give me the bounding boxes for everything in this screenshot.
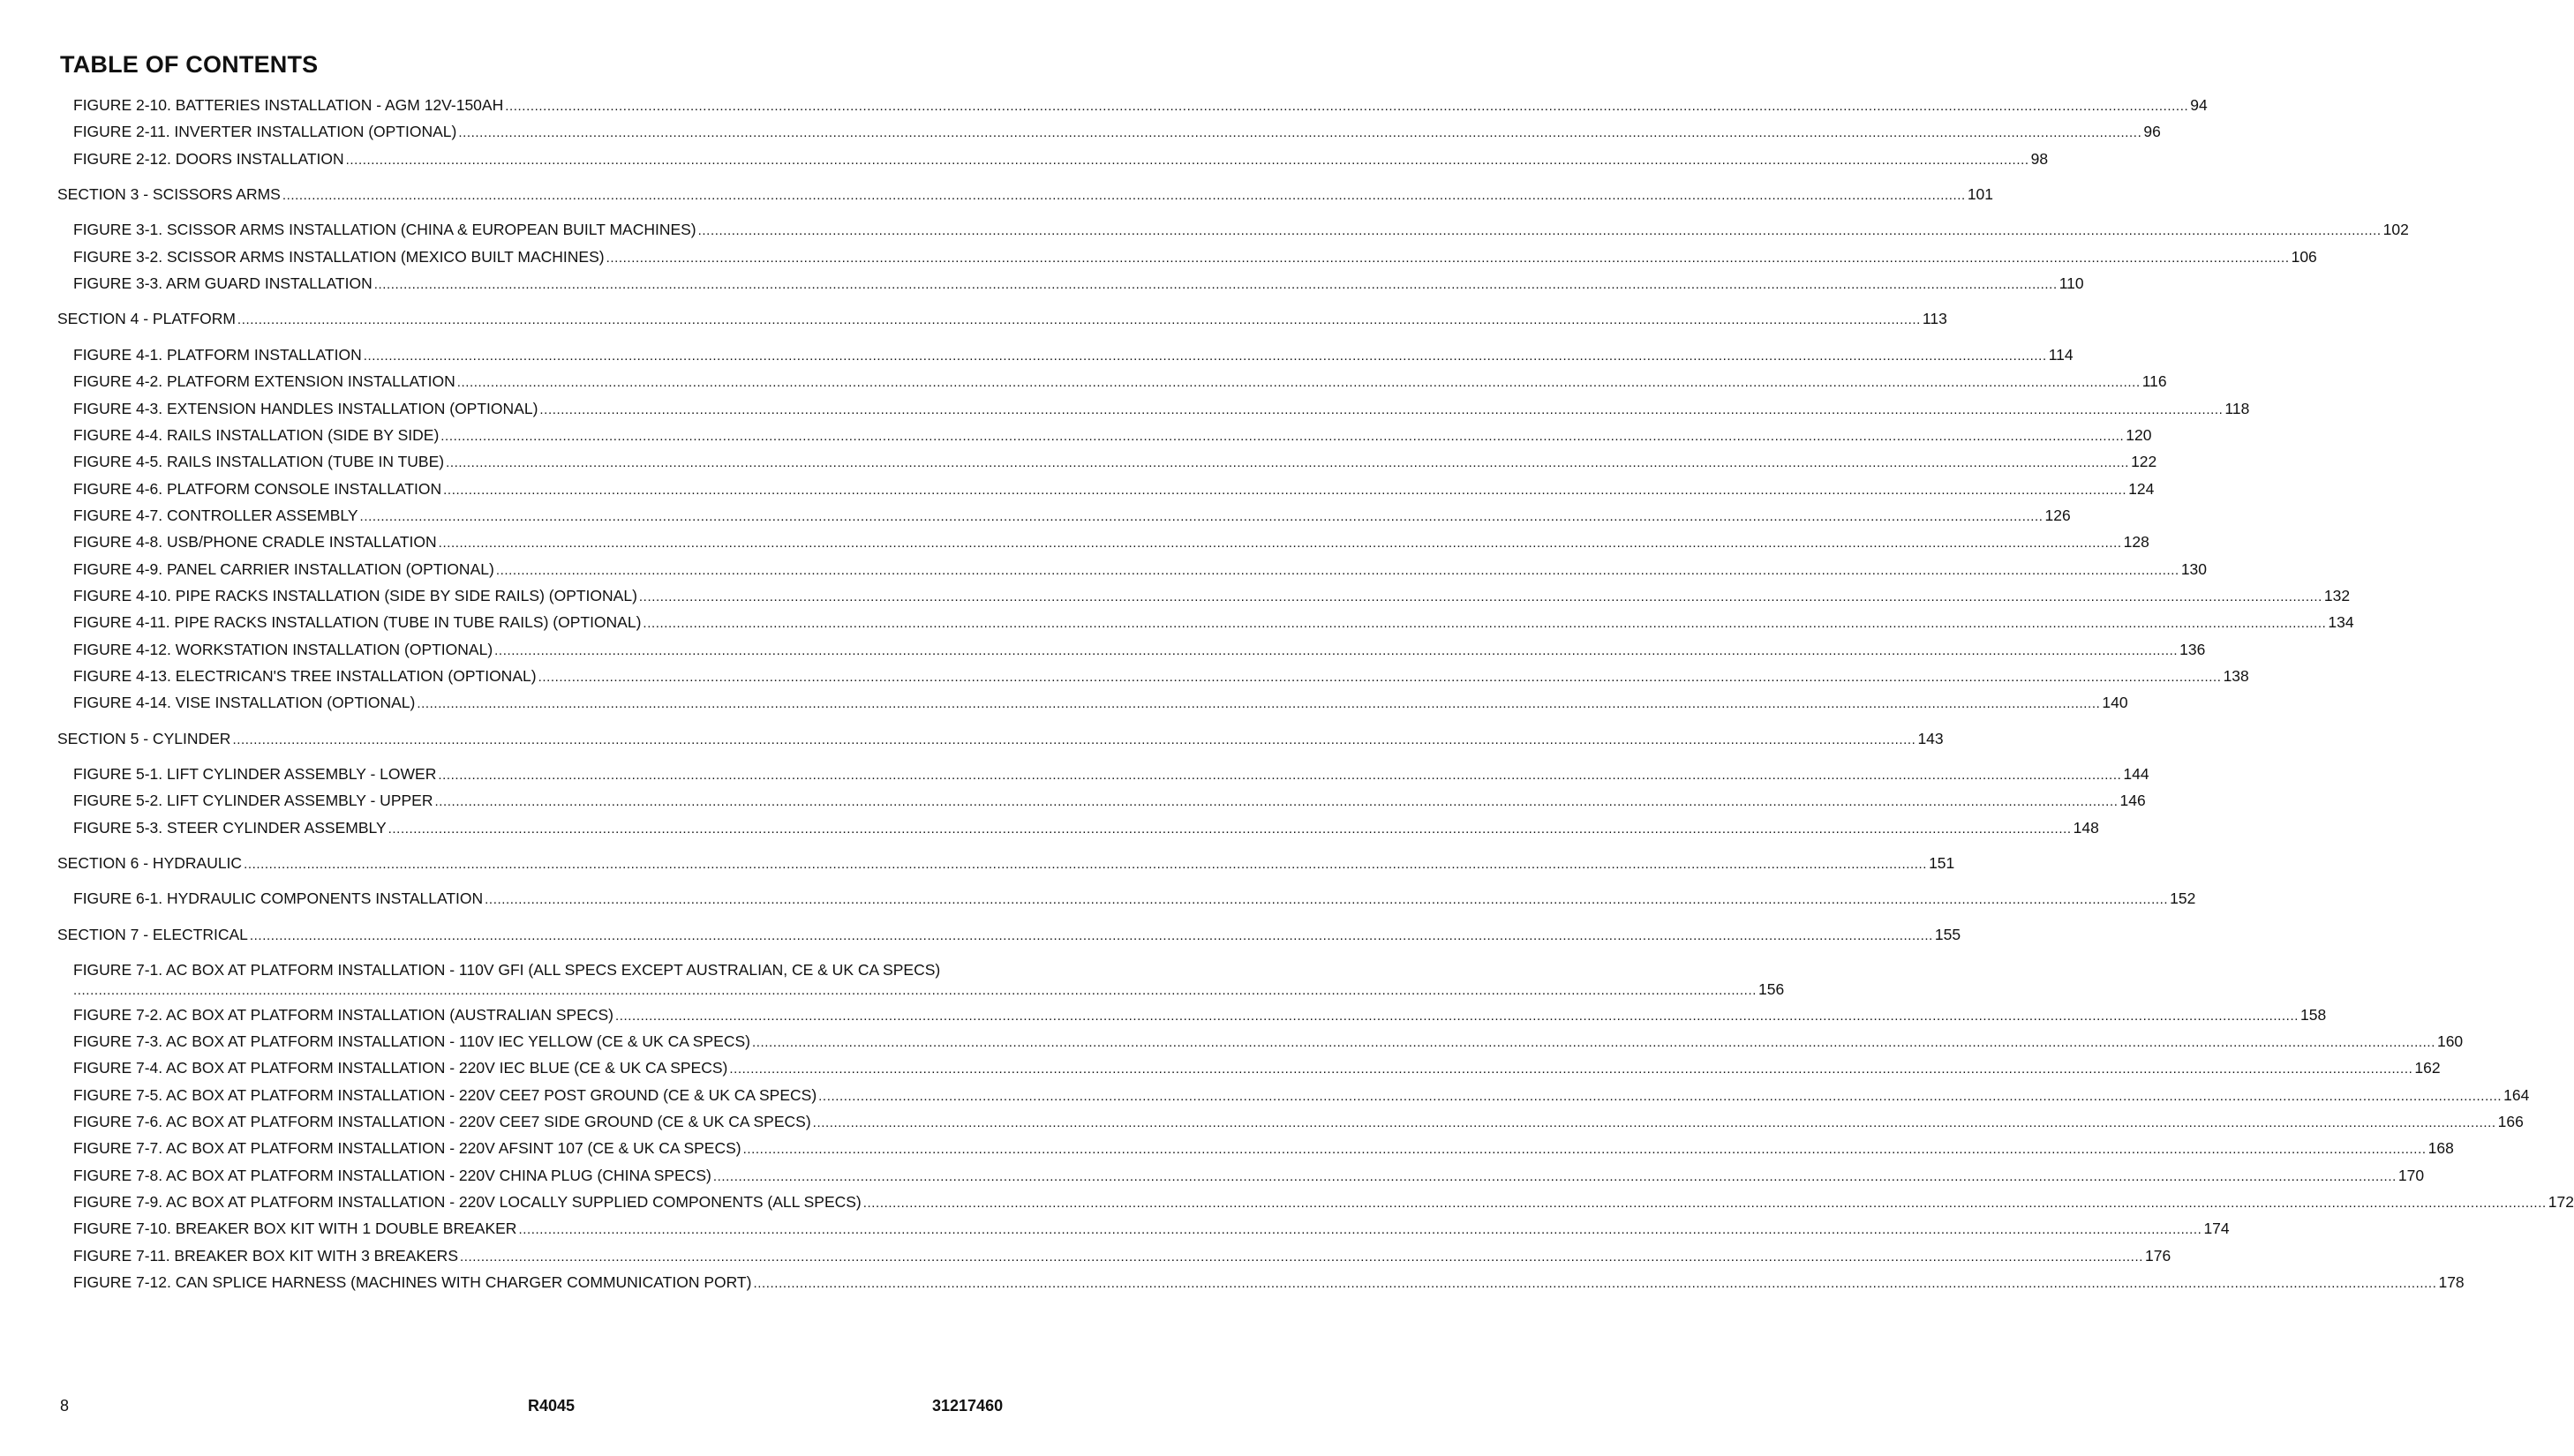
toc-page-number: 118	[2224, 399, 2250, 417]
footer-page-number: 8	[60, 1397, 70, 1415]
toc-page-number: 143	[1917, 729, 1944, 747]
toc-entry-title: FIGURE 7-4. AC BOX AT PLATFORM INSTALLATION - 220V IEC BLUE (CE & UK CA SPECS)	[73, 1059, 728, 1077]
toc-entry-title: FIGURE 7-12. CAN SPLICE HARNESS (MACHINES WITH CHARGER COMMUNICATION PORT)	[73, 1273, 752, 1291]
toc-figure-entry[interactable]	[73, 559, 2208, 581]
toc-figure-entry[interactable]	[73, 274, 2084, 295]
dot-leader: ................................................................................................................................................................................................................................................................................................................................................................................................................	[388, 821, 2072, 837]
dot-leader: ................................................................................................................................................................................................................................................................................................................................................................................................................	[363, 348, 2047, 364]
dot-leader: ................................................................................................................................................................................................................................................................................................................................................................................................................	[505, 99, 2189, 114]
toc-page-number: 136	[2179, 640, 2206, 658]
toc-page-number: 98	[2030, 149, 2049, 168]
dot-leader: ................................................................................................................................................................................................................................................................................................................................................................................................................	[443, 482, 2127, 498]
toc-entry-title: SECTION 3 - SCISSORS ARMS	[57, 185, 281, 204]
dot-leader: ................................................................................................................................................................................................................................................................................................................................................................................................................	[282, 188, 1966, 204]
toc-page-number: 124	[2128, 479, 2155, 498]
toc-page-number: 176	[2145, 1246, 2171, 1265]
dot-leader: ................................................................................................................................................................................................................................................................................................................................................................................................................	[812, 1115, 2496, 1130]
toc-entry-title: SECTION 6 - HYDRAULIC	[57, 854, 243, 873]
toc-entry-title: FIGURE 3-2. SCISSOR ARMS INSTALLATION (MEXICO BUILT MACHINES)	[73, 247, 605, 266]
toc-figure-entry[interactable]	[73, 247, 2317, 268]
toc-figure-entry[interactable]	[73, 452, 2157, 473]
toc-page-number: 113	[1922, 310, 1947, 328]
toc-figure-entry[interactable]	[73, 1219, 2230, 1240]
dot-leader: ................................................................................................................................................................................................................................................................................................................................................................................................................	[818, 1088, 2502, 1104]
toc-figure-entry[interactable]	[73, 399, 2250, 420]
toc-page-number: 168	[2427, 1139, 2454, 1158]
toc-page-number: 130	[2180, 559, 2208, 578]
toc-figure-entry[interactable]	[73, 1058, 2441, 1079]
toc-page-number: 101	[1967, 185, 1994, 204]
toc-page-number: 144	[2123, 765, 2149, 784]
dot-leader: ................................................................................................................................................................................................................................................................................................................................................................................................................	[460, 1249, 2143, 1265]
toc-figure-entry[interactable]	[73, 95, 2208, 116]
toc-page-number: 126	[2044, 506, 2071, 524]
toc-figure-entry[interactable]	[73, 1246, 2171, 1267]
toc-entry-title: FIGURE 4-2. PLATFORM EXTENSION INSTALLATION	[73, 372, 455, 391]
dot-leader: ................................................................................................................................................................................................................................................................................................................................................................................................................	[244, 857, 1928, 873]
toc-entry-title: FIGURE 2-11. INVERTER INSTALLATION (OPTIONAL)	[73, 123, 457, 141]
toc-page-number: 160	[2436, 1032, 2464, 1050]
toc-page-number: 122	[2131, 453, 2157, 471]
dot-leader: ................................................................................................................................................................................................................................................................................................................................................................................................................	[862, 1195, 2547, 1211]
toc-page-number: 96	[2143, 123, 2161, 141]
toc-page-number: 128	[2123, 533, 2149, 552]
toc-figure-entry[interactable]	[73, 479, 2155, 500]
toc-entry-title: FIGURE 4-7. CONTROLLER ASSEMBLY	[73, 506, 358, 524]
toc-entry-title: SECTION 5 - CYLINDER	[57, 729, 231, 747]
toc-entry-title: FIGURE 5-3. STEER CYLINDER ASSEMBLY	[73, 818, 387, 837]
toc-section-entry[interactable]	[57, 309, 1947, 330]
toc-entry-title: FIGURE 3-1. SCISSOR ARMS INSTALLATION (CHINA & EUROPEAN BUILT MACHINES)	[73, 221, 696, 239]
toc-page-number: 94	[2190, 96, 2208, 114]
toc-section-entry[interactable]	[57, 853, 1955, 874]
toc-section-entry[interactable]	[57, 184, 1994, 206]
toc-figure-entry[interactable]	[73, 818, 2099, 839]
toc-entry-title: FIGURE 4-3. EXTENSION HANDLES INSTALLATION (OPTIONAL)	[73, 399, 538, 417]
dot-leader: ................................................................................................................................................................................................................................................................................................................................................................................................................	[249, 927, 1933, 943]
toc-page-number: 120	[2126, 425, 2152, 444]
toc-figure-entry[interactable]	[73, 640, 2206, 661]
toc-page-number: 140	[2102, 694, 2128, 712]
dot-leader: ................................................................................................................................................................................................................................................................................................................................................................................................................	[456, 375, 2141, 391]
toc-entry-title: FIGURE 4-1. PLATFORM INSTALLATION	[73, 345, 362, 364]
dot-leader: ................................................................................................................................................................................................................................................................................................................................................................................................................	[485, 892, 2169, 908]
dot-leader: ................................................................................................................................................................................................................................................................................................................................................................................................................	[73, 983, 1757, 999]
toc-entry-title: FIGURE 7-10. BREAKER BOX KIT WITH 1 DOUBLE BREAKER	[73, 1220, 517, 1238]
toc-figure-entry[interactable]	[73, 1112, 2524, 1133]
toc-page-number: 114	[2048, 345, 2074, 364]
toc-entry-title: FIGURE 4-9. PANEL CARRIER INSTALLATION (OPTIONAL)	[73, 559, 494, 578]
toc-page-number: 134	[2328, 613, 2354, 632]
toc-page-number: 132	[2323, 586, 2351, 604]
toc-entry-title: SECTION 7 - ELECTRICAL	[57, 925, 248, 943]
toc-figure-entry[interactable]	[73, 1192, 2574, 1213]
toc-page-number: 148	[2073, 818, 2099, 837]
dot-leader: ................................................................................................................................................................................................................................................................................................................................................................................................................	[729, 1062, 2413, 1077]
dot-leader: ................................................................................................................................................................................................................................................................................................................................................................................................................	[539, 402, 2224, 417]
toc-entry-title: FIGURE 7-5. AC BOX AT PLATFORM INSTALLATION - 220V CEE7 POST GROUND (CE & UK CA SPECS)	[73, 1085, 817, 1104]
toc-figure-entry[interactable]	[73, 791, 2146, 812]
toc-entry-title: FIGURE 4-8. USB/PHONE CRADLE INSTALLATION	[73, 533, 437, 552]
dot-leader: ................................................................................................................................................................................................................................................................................................................................................................................................................	[518, 1222, 2202, 1238]
toc-figure-entry[interactable]	[73, 425, 2152, 447]
toc-entry-title: FIGURE 4-12. WORKSTATION INSTALLATION (OPTIONAL)	[73, 640, 493, 658]
toc-figure-entry[interactable]	[73, 506, 2071, 527]
toc-figure-entry[interactable]	[73, 532, 2149, 553]
dot-leader: ................................................................................................................................................................................................................................................................................................................................................................................................................	[434, 794, 2119, 810]
toc-entry-title: FIGURE 7-9. AC BOX AT PLATFORM INSTALLATION - 220V LOCALLY SUPPLIED COMPONENTS (ALL SPECS)	[73, 1192, 862, 1211]
dot-leader: ................................................................................................................................................................................................................................................................................................................................................................................................................	[232, 732, 1916, 747]
toc-figure-entry[interactable]	[73, 1032, 2464, 1053]
toc-page-number: 152	[2170, 889, 2196, 908]
dot-leader: ................................................................................................................................................................................................................................................................................................................................................................................................................	[345, 152, 2029, 168]
toc-page-number: 116	[2141, 372, 2167, 391]
toc-page-number: 174	[2203, 1220, 2230, 1238]
toc-figure-entry[interactable]	[73, 612, 2354, 634]
toc-entry-title: FIGURE 4-10. PIPE RACKS INSTALLATION (SIDE BY SIDE RAILS) (OPTIONAL)	[73, 586, 637, 604]
dot-leader: ................................................................................................................................................................................................................................................................................................................................................................................................................	[606, 250, 2290, 266]
toc-entry-title: FIGURE 7-2. AC BOX AT PLATFORM INSTALLATION (AUSTRALIAN SPECS)	[73, 1005, 613, 1024]
toc-page-number: 106	[2291, 247, 2317, 266]
dot-leader: ................................................................................................................................................................................................................................................................................................................................................................................................................	[638, 589, 2322, 604]
toc-figure-entry[interactable]	[73, 1138, 2454, 1160]
toc-entry-title: FIGURE 6-1. HYDRAULIC COMPONENTS INSTALLATION	[73, 889, 484, 908]
toc-entry-title: FIGURE 4-6. PLATFORM CONSOLE INSTALLATION	[73, 479, 442, 498]
toc-page-number: 162	[2414, 1059, 2441, 1077]
toc-figure-entry[interactable]	[73, 764, 2149, 785]
toc-figure-entry[interactable]	[73, 1005, 2327, 1026]
dot-leader: ................................................................................................................................................................................................................................................................................................................................................................................................................	[417, 696, 2101, 712]
toc-page-number: 155	[1934, 925, 1961, 943]
page-title: TABLE OF CONTENTS	[60, 51, 319, 78]
dot-leader: ................................................................................................................................................................................................................................................................................................................................................................................................................	[751, 1034, 2435, 1050]
toc-figure-entry[interactable]	[73, 1272, 2465, 1294]
toc-figure-entry[interactable]	[73, 1085, 2530, 1107]
toc-entry-title: FIGURE 7-3. AC BOX AT PLATFORM INSTALLATION - 110V IEC YELLOW (CE & UK CA SPECS)	[73, 1032, 750, 1050]
toc-page-number: 110	[2058, 274, 2084, 293]
toc-figure-entry[interactable]	[73, 693, 2128, 714]
toc-entry-title: FIGURE 5-1. LIFT CYLINDER ASSEMBLY - LOWER	[73, 765, 437, 784]
dot-leader: ................................................................................................................................................................................................................................................................................................................................................................................................................	[753, 1276, 2437, 1291]
toc-page-number: 164	[2503, 1085, 2530, 1104]
dot-leader: ................................................................................................................................................................................................................................................................................................................................................................................................................	[458, 125, 2142, 141]
toc-page-number: 151	[1929, 854, 1955, 873]
toc-page-number: 178	[2438, 1273, 2465, 1291]
toc-entry-title: SECTION 4 - PLATFORM	[57, 310, 236, 328]
toc-entry-title: FIGURE 4-14. VISE INSTALLATION (OPTIONAL)	[73, 694, 416, 712]
toc-figure-entry[interactable]	[73, 220, 2409, 241]
dot-leader: ................................................................................................................................................................................................................................................................................................................................................................................................................	[237, 312, 1921, 328]
toc-entry-title: FIGURE 4-13. ELECTRICAN'S TREE INSTALLATION (OPTIONAL)	[73, 667, 537, 685]
toc-entry-title: FIGURE 5-2. LIFT CYLINDER ASSEMBLY - UPPER	[73, 792, 433, 810]
toc-page-number: 172	[2548, 1192, 2574, 1211]
dot-leader: ................................................................................................................................................................................................................................................................................................................................................................................................................	[495, 562, 2179, 578]
dot-leader: ................................................................................................................................................................................................................................................................................................................................................................................................................	[446, 455, 2130, 471]
dot-leader: ................................................................................................................................................................................................................................................................................................................................................................................................................	[643, 616, 2327, 632]
toc-figure-entry[interactable]	[73, 372, 2167, 393]
dot-leader: ................................................................................................................................................................................................................................................................................................................................................................................................................	[712, 1168, 2397, 1184]
toc-figure-entry[interactable]	[73, 586, 2351, 607]
toc-figure-entry[interactable]	[73, 889, 2196, 910]
toc-page-number: 166	[2497, 1112, 2524, 1130]
toc-page-number: 156	[1758, 980, 1785, 999]
toc-section-entry[interactable]	[57, 729, 1944, 750]
toc-section-entry[interactable]	[57, 925, 1961, 946]
toc-figure-entry[interactable]	[73, 345, 2074, 366]
dot-leader: ................................................................................................................................................................................................................................................................................................................................................................................................................	[438, 768, 2122, 784]
toc-figure-entry[interactable]	[73, 960, 1785, 1001]
toc-entry-title: FIGURE 4-4. RAILS INSTALLATION (SIDE BY SIDE)	[73, 425, 440, 444]
toc-entry-title: FIGURE 7-6. AC BOX AT PLATFORM INSTALLATION - 220V CEE7 SIDE GROUND (CE & UK CA SPECS)	[73, 1112, 811, 1130]
dot-leader: ................................................................................................................................................................................................................................................................................................................................................................................................................	[359, 508, 2043, 524]
dot-leader: ................................................................................................................................................................................................................................................................................................................................................................................................................	[538, 670, 2222, 685]
toc-figure-entry[interactable]	[73, 122, 2161, 143]
dot-leader: ................................................................................................................................................................................................................................................................................................................................................................................................................	[494, 642, 2179, 658]
footer-document-number: 31217460	[932, 1397, 1004, 1415]
dot-leader: ................................................................................................................................................................................................................................................................................................................................................................................................................	[440, 428, 2125, 444]
toc-figure-entry[interactable]	[73, 1166, 2425, 1187]
toc-figure-entry[interactable]	[73, 149, 2049, 170]
dot-leader: ................................................................................................................................................................................................................................................................................................................................................................................................................	[614, 1008, 2299, 1024]
toc-entry-title: FIGURE 2-12. DOORS INSTALLATION	[73, 149, 344, 168]
dot-leader: ................................................................................................................................................................................................................................................................................................................................................................................................................	[697, 223, 2382, 239]
toc-entry-title: FIGURE 3-3. ARM GUARD INSTALLATION	[73, 274, 373, 293]
toc-entry-title: FIGURE 4-5. RAILS INSTALLATION (TUBE IN TUBE)	[73, 453, 445, 471]
toc-page-number: 158	[2299, 1005, 2327, 1024]
toc-entry-title: FIGURE 2-10. BATTERIES INSTALLATION - AGM 12V-150AH	[73, 96, 504, 114]
toc-page-number: 138	[2223, 667, 2249, 685]
footer-model: R4045	[528, 1397, 576, 1415]
toc-page-number: 170	[2397, 1166, 2425, 1184]
toc-entry-title: FIGURE 7-8. AC BOX AT PLATFORM INSTALLATION - 220V CHINA PLUG (CHINA SPECS)	[73, 1166, 711, 1184]
toc-entry-title: FIGURE 7-11. BREAKER BOX KIT WITH 3 BREAKERS	[73, 1246, 458, 1265]
toc-figure-entry[interactable]	[73, 666, 2249, 687]
dot-leader: ................................................................................................................................................................................................................................................................................................................................................................................................................	[373, 277, 2058, 293]
toc-entry-title: FIGURE 7-7. AC BOX AT PLATFORM INSTALLATION - 220V AFSINT 107 (CE & UK CA SPECS)	[73, 1139, 741, 1158]
dot-leader: ................................................................................................................................................................................................................................................................................................................................................................................................................	[438, 536, 2122, 552]
toc-entry-title: FIGURE 7-1. AC BOX AT PLATFORM INSTALLATION - 110V GFI (ALL SPECS EXCEPT AUSTRALIAN, CE & UK CA SPECS)	[73, 961, 941, 979]
toc-page-number: 102	[2382, 221, 2409, 239]
toc-entry-title: FIGURE 4-11. PIPE RACKS INSTALLATION (TUBE IN TUBE RAILS) (OPTIONAL)	[73, 613, 642, 632]
toc-page-number: 146	[2119, 792, 2146, 810]
dot-leader: ................................................................................................................................................................................................................................................................................................................................................................................................................	[742, 1142, 2427, 1158]
